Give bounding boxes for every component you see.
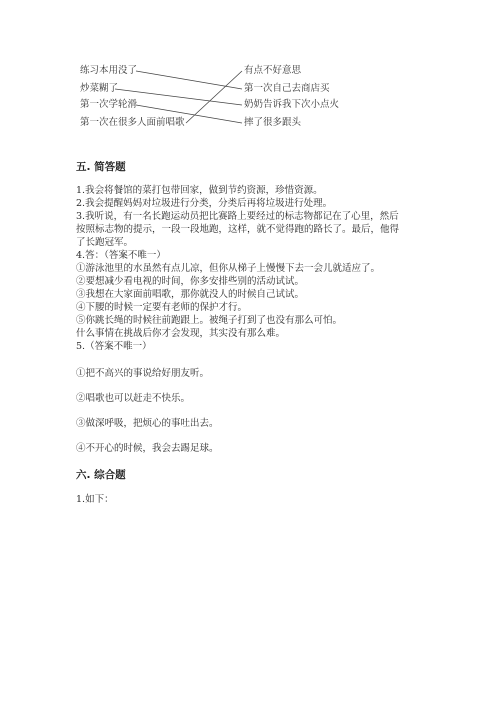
answer-line: 3.我听说，有一名长跑运动员把比赛路上要经过的标志物都记在了心里，然后 bbox=[76, 211, 399, 222]
match-left-1: 练习本用没了 bbox=[80, 65, 138, 76]
match-right-2: 第一次自己去商店买 bbox=[244, 83, 330, 94]
answer-line: ③我想在大家面前唱歌，那你就没人的时候自己试试。 bbox=[76, 289, 305, 300]
answer-line: 1.我会将餐馆的菜打包带回家，做到节约资源，珍惜资源。 bbox=[76, 185, 323, 196]
q5-answer: ①把不高兴的事说给好朋友听。 bbox=[76, 368, 210, 379]
answer-line: ②要想减少看电视的时间，你多安排些别的活动试试。 bbox=[76, 276, 305, 287]
q5-answer: ③做深呼吸，把烦心的事吐出去。 bbox=[76, 418, 219, 429]
q5-answer: ④不开心的时候，我会去踢足球。 bbox=[76, 443, 219, 454]
answer-line: 1.如下： bbox=[76, 494, 114, 505]
answer-line: ⑤你跳长绳的时候往前跑跟上。被绳子打到了也没有那么可怕。 bbox=[76, 315, 343, 326]
answer-line: ④下腰的时候一定要有老师的保护才行。 bbox=[76, 302, 248, 313]
match-line-4 bbox=[186, 71, 242, 123]
match-left-2: 炒菜糊了 bbox=[80, 83, 119, 94]
matching-exercise bbox=[78, 58, 338, 140]
answer-line: 了长跑冠军。 bbox=[76, 237, 134, 248]
match-right-1: 有点不好意思 bbox=[244, 65, 302, 76]
answer-line: 4.答：（答案不唯一） bbox=[76, 250, 166, 261]
match-right-3: 奶奶告诉我下次小点火 bbox=[244, 99, 340, 110]
section-six-title: 六. 综合题 bbox=[76, 469, 126, 481]
section-five-title: 五. 简答题 bbox=[76, 161, 126, 173]
match-right-4: 摔了很多跟头 bbox=[244, 117, 302, 128]
answer-line: 什么事情在挑战后你才会发现，其实没有那么难。 bbox=[76, 328, 286, 339]
answer-line: 按照标志物的提示，一段一段地跑，这样，就不觉得跑的路长了。最后，他得 bbox=[76, 224, 400, 235]
match-left-3: 第一次学轮滑 bbox=[80, 99, 138, 110]
match-left-4: 第一次在很多人面前唱歌 bbox=[80, 117, 185, 128]
answer-line: ①游泳池里的水虽然有点儿凉，但你从梯子上慢慢下去一会儿就适应了。 bbox=[76, 263, 381, 274]
answer-line: 2.我会提醒妈妈对垃圾进行分类，分类后再将垃圾进行处理。 bbox=[76, 198, 333, 209]
answer-line: 5.（答案不唯一） bbox=[76, 341, 152, 352]
q5-answer: ②唱歌也可以赶走不快乐。 bbox=[76, 393, 191, 404]
